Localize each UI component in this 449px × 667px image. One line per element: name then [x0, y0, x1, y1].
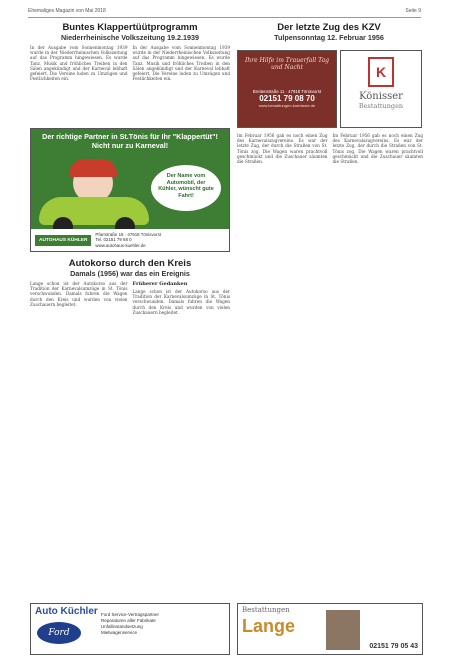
- lange-ad[interactable]: [237, 603, 423, 655]
- article2-title: Autokorso durch den Kreis: [68, 258, 192, 269]
- partner-phone: Tel. 02151 79 68 0: [95, 237, 132, 243]
- koenisser-sub: Bestattungen: [358, 102, 404, 110]
- koenisser-name: Könisser: [359, 91, 403, 102]
- article2-subtitle: Damals (1956) war das ein Ereignis: [70, 269, 190, 278]
- koenisser-logo-icon: K: [368, 57, 394, 87]
- header-right: Seite 9: [405, 8, 421, 14]
- lange-phone: 02151 79 05 43: [369, 643, 418, 650]
- right-article-body: [237, 133, 423, 164]
- page-header: [28, 8, 421, 18]
- koenisser-ad[interactable]: [340, 50, 422, 128]
- kuechler-line-4: Mietwagenservice: [101, 630, 138, 635]
- restaurant-ad[interactable]: [237, 50, 337, 128]
- lange-top: Bestattungen: [242, 606, 290, 614]
- car-image: [39, 159, 149, 237]
- restaurant-web[interactable]: www.bestattungen-koenisser.de: [258, 103, 316, 108]
- left-article-2: [30, 258, 230, 315]
- lange-photo: [326, 610, 360, 650]
- right-column: [236, 22, 422, 45]
- partner-headline: Der richtige Partner in St.Tönis für Ihr "Klappertüt"! Nicht nur zu Karneval!: [42, 132, 218, 150]
- restaurant-divider: [238, 71, 336, 89]
- kuechler-line-1: Ford Service-Vertragspartner: [101, 612, 160, 617]
- partner-address: Pfarrstraße 18 · 47918 Tönisvorst: [95, 231, 161, 237]
- right-article-title: Der letzte Zug des KZV: [277, 22, 381, 33]
- kuechler-line-2: Reparaturen aller Fabrikate: [101, 618, 156, 623]
- lange-name: Lange: [242, 616, 296, 636]
- restaurant-address: Breitenstraße 11 · 47918 Tönisvorst: [252, 89, 322, 94]
- kuechler-line-3: Unfallinstandsetzung: [101, 624, 143, 629]
- restaurant-phone: 02151 79 08 70: [259, 94, 315, 103]
- article-text-col2: In der Ausgabe vom Sonnenmontag 1939 wurde in der Niederrheinischen Volkszeitung auf das Programm hingewiesen. Es wurde Tanz, Musik und fröhliches Treiben in den Sälen angekündigt und der Karneval lebhaft gefeiert. Die Vereine luden zu Umzügen und Festlichkeiten ein.: [132, 45, 230, 82]
- ford-logo-icon: Ford: [37, 622, 81, 644]
- partner-bubble: Der Name vom Automobil, der Kühler, wünscht gute Fahrt!: [151, 165, 221, 211]
- article-body: [30, 45, 230, 81]
- article2-text-col2: Lange schon ist der Autokorso aus der Tradition der Karnevalsumzüge in St. Tönis verschwunden. Damals fuhren die Wagen durch den Kreis und wurden von vielen Zuschauern begleitet.: [132, 289, 230, 315]
- kuechler-logo: Auto Küchler: [35, 606, 98, 617]
- right-text-col2: Im Februar 1956 gab es noch einen Zug des Karnevalszugvereins. Es war der letzte Zug, der durch die Straßen von St. Tönis zog. Die Wagen waren prachtvoll geschmückt und die Zuschauer säumten die Straßen.: [332, 133, 423, 165]
- partner-ad[interactable]: [30, 128, 230, 252]
- right-text-col1: Im Februar 1956 gab es noch einen Zug des Karnevalszugvereins. Es war der letzte Zug, der durch die Straßen von St. Tönis zog. Die Wagen waren prachtvoll geschmückt und die Zuschauer säumten die Straßen.: [237, 133, 328, 165]
- kuechler-ad[interactable]: [30, 603, 230, 655]
- header-left: Ehemaliges Magazin von Mai 2018: [28, 8, 106, 14]
- partner-web[interactable]: www.autohaus-kuehler.de: [95, 242, 146, 248]
- partner-company: AUTOHAUS KÜHLER: [35, 235, 91, 246]
- article2-text-col1: Lange schon ist der Autokorso aus der Tradition der Karnevalsumzüge in St. Tönis verschwunden. Damals fuhren die Wagen durch den Kreis und wurden von vielen Zuschauern begleitet.: [30, 281, 128, 307]
- article-subtitle: Niederrheinische Volkszeitung 19.2.1939: [60, 33, 200, 42]
- article-text-col1: In der Ausgabe vom Sonnenmontag 1939 wurde in der Niederrheinischen Volkszeitung auf das Programm hingewiesen. Es wurde Tanz, Musik und fröhliches Treiben in den Sälen angekündigt und der Karneval lebhaft gefeiert. Die Vereine luden zu Umzügen und Festlichkeiten ein.: [30, 45, 128, 82]
- left-column: [30, 22, 230, 81]
- article-title: Buntes Klappertüütprogramm: [62, 22, 198, 33]
- partner-bottom-bar: [31, 229, 229, 251]
- right-article-subtitle: Tulpensonntag 12. Februar 1956: [274, 33, 384, 42]
- restaurant-script: Ihre Hilfe im Trauerfall Tag und Nacht: [244, 57, 330, 71]
- article2-col-heading: Früherer Gedanken: [132, 281, 188, 287]
